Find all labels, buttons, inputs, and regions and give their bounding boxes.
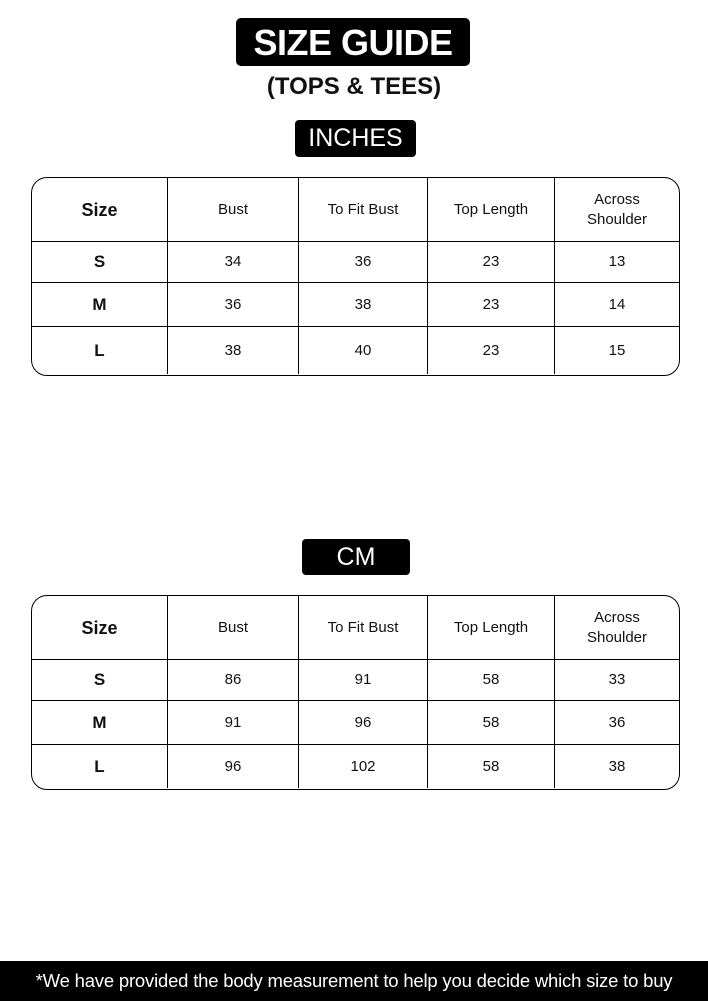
top-length-cell: 23	[428, 327, 555, 374]
cm-size-table	[31, 595, 680, 790]
column-header-bust: Bust	[168, 178, 299, 241]
across-shoulder-cell: 14	[608, 295, 626, 313]
bust-cell: 34	[168, 242, 299, 282]
column-header-top-length: Top Length	[428, 178, 555, 241]
inches-section-label: INCHES	[295, 120, 416, 157]
across-shoulder-cell: 33	[608, 671, 626, 688]
top-length-cell: 58	[428, 660, 555, 700]
top-length-cell: 58	[428, 701, 555, 744]
cm-section-label: CM	[302, 539, 410, 575]
bust-cell: 38	[168, 327, 299, 374]
table-row	[32, 701, 679, 745]
size-cell: S	[32, 660, 168, 700]
across-shoulder-cell: 38	[608, 757, 626, 775]
to-fit-bust-cell: 38	[299, 283, 428, 326]
bust-cell: 36	[168, 283, 299, 326]
column-header-to-fit-bust: To Fit Bust	[299, 178, 428, 241]
bust-cell: 91	[168, 701, 299, 744]
column-header-bust: Bust	[168, 596, 299, 659]
table-row	[32, 327, 679, 374]
column-header-across-shoulder: Across Shoulder	[586, 608, 648, 646]
column-header-size: Size	[32, 596, 168, 659]
top-length-cell: 23	[428, 242, 555, 282]
across-shoulder-cell: 15	[608, 341, 626, 359]
to-fit-bust-cell: 91	[299, 660, 428, 700]
table-header-row	[32, 178, 679, 242]
to-fit-bust-cell: 96	[299, 701, 428, 744]
size-cell: S	[32, 242, 168, 282]
size-cell: M	[32, 701, 168, 744]
column-header-top-length: Top Length	[428, 596, 555, 659]
bust-cell: 86	[168, 660, 299, 700]
table-row	[32, 660, 679, 701]
size-cell: L	[32, 745, 168, 788]
table-row	[32, 283, 679, 327]
to-fit-bust-cell: 36	[299, 242, 428, 282]
page-subtitle: (TOPS & TEES)	[266, 73, 442, 100]
column-header-across-shoulder: Across Shoulder	[586, 190, 648, 228]
top-length-cell: 23	[428, 283, 555, 326]
to-fit-bust-cell: 102	[299, 745, 428, 788]
across-shoulder-cell: 36	[608, 713, 626, 731]
inches-size-table	[31, 177, 680, 376]
size-cell: L	[32, 327, 168, 374]
across-shoulder-cell: 13	[608, 253, 626, 270]
column-header-to-fit-bust: To Fit Bust	[299, 596, 428, 659]
bust-cell: 96	[168, 745, 299, 788]
page-title: SIZE GUIDE	[236, 18, 470, 66]
to-fit-bust-cell: 40	[299, 327, 428, 374]
column-header-size: Size	[32, 178, 168, 241]
table-row	[32, 242, 679, 283]
table-header-row	[32, 596, 679, 660]
size-cell: M	[32, 283, 168, 326]
top-length-cell: 58	[428, 745, 555, 788]
measurement-disclaimer: *We have provided the body measurement to help you decide which size to buy	[0, 961, 708, 1001]
table-row	[32, 745, 679, 788]
